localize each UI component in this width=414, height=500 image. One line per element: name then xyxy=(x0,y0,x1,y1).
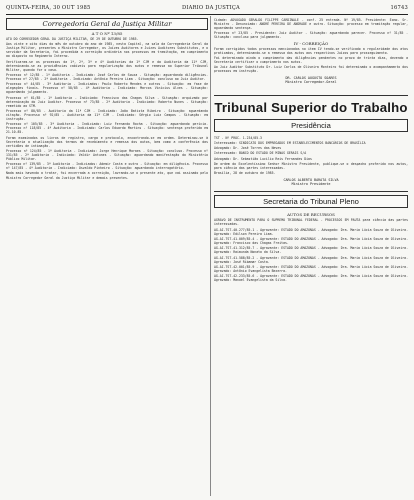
section-divider xyxy=(214,191,408,192)
paragraph: Brasília, 28 de outubro de 1985. xyxy=(214,171,276,176)
left-column xyxy=(6,18,208,181)
paragraph: AG-AI-TST-42.233/85.6 - Agravante: ESTADO DO AMAZONAS - Advogado: Dra. Maria Lúcia Souza de Oliveira. Agravado: Manoel Evangelista da Silva. xyxy=(214,274,408,283)
signature-role: Ministro Presidente xyxy=(291,182,331,187)
section-title-corregedoria: Corregedoria Geral da Justiça Militar xyxy=(6,18,208,30)
court-title: Tribunal Superior do Trabalho xyxy=(214,95,408,115)
pleno-heading: AUTOS DE RECURSOS xyxy=(287,212,335,218)
correction-text xyxy=(214,47,408,74)
paragraph: ATO DO CORREGEDOR GERAL DA JUSTIÇA MILITAR, DE 29 DE OUTUBRO DE 1985. xyxy=(6,37,139,41)
right-column xyxy=(214,18,408,283)
paragraph: Nada mais havendo a tratar, foi encerrada a correição, lavrando-se o presente ato, que vai assinado pelo Ministro Corregedor Geral da Justiça Militar e demais presentes. xyxy=(6,171,208,180)
paragraph: Processo nº 61/85 - 1ª Auditoria - Indiciado: Francisco das Chagas Silva - Situação: arquivado por determinação do Juiz Auditor. Processo nº 73/85 - 2ª Auditoria - Indiciado: Roberto Nunes - Situação: remetido ao STM. xyxy=(6,95,208,108)
paragraph: Foram corrigidos todos processos mencionados no item IV tendo-se verificado a regularidade dos atos praticados, determinando-se a remessa dos autos aos respectivos Juízos para prosseguimento. xyxy=(214,46,408,55)
presidencia-signature xyxy=(214,178,408,186)
page-header xyxy=(6,5,408,15)
signature-role: Ministro Corregedor-Geral xyxy=(285,80,337,85)
signature-name: CARLOS ALBERTO BARATA SILVA xyxy=(283,178,339,183)
paragraph: De ordem do Excelentíssimo Senhor Ministro Presidente, publique-se o despacho proferido nos autos, para ciência das partes interessadas. xyxy=(214,161,408,170)
section-title-presidencia: Presidência xyxy=(214,119,408,132)
header-page-number: 16743 xyxy=(390,5,408,11)
left-body-text xyxy=(6,37,208,180)
paragraph: Processo nº 105/85 - 3ª Auditoria - Indiciado: Luiz Fernando Rocha - Situação: aguardando perícia. Processo nº 118/85 - 4ª Auditoria - Indiciado: Carlos Eduardo Martins - Situação: sentença proferida em 21.10.85. xyxy=(6,122,208,135)
column-divider xyxy=(210,16,211,496)
paragraph: AG-AI-TST-41.588/85.2 - Agravante: ESTADO DO AMAZONAS - Advogado: Dra. Maria Lúcia Souza de Oliveira. Agravado: José Ribamar Costa. xyxy=(214,255,408,264)
paragraph: Aos vinte e oito dias do mês de outubro do ano de 1985, nesta Capital, na sala da Corregedoria Geral da Justiça Militar, presentes o Ministro Corregedor, os Juízes Auditores e Juízes Auditores Substitutos, e o servidor da Secretaria, foi procedida a correição ordinária nos processos em tramitação, em cumprimento ao disposto no Regimento Interno. xyxy=(6,42,208,59)
paragraph: Processo nº 80/85 - Auditoria da 11ª CJM - Indiciado: João Batista Ribeiro - Situação: aguardando citação. Processo nº 92/85 - Auditoria da 11ª CJM - Indiciado: Sérgio Luiz Campos - Situação: em instrução. xyxy=(6,108,208,121)
paragraph: Interessado: BANCO DO ESTADO DE MINAS GERAIS S/A xyxy=(214,151,307,156)
act-reference: A T O Nº 13/85 xyxy=(91,31,123,36)
paragraph: Processo nº 44/85 - 3ª Auditoria - Indiciados: Paulo Roberto Mendes e outros - Situação: em fase de alegações finais. Processo nº 58/85 - 4ª Auditoria - Indiciado: Marcos Vinícius Alves - Situação: aguardando julgamento. xyxy=(6,82,208,95)
presidencia-text xyxy=(214,136,408,176)
paragraph: Ao Juiz Auditor Substituto Dr. Luiz Carlos de Oliveira Monteiro foi determinado o acompanhamento dos processos em instrução. xyxy=(214,65,408,74)
paragraph: Foi determinado ainda o cumprimento das diligências pendentes no prazo de trinta dias, devendo a Secretaria certificar o cumprimento nos autos. xyxy=(214,55,408,64)
paragraph: TST - Nº PROC. 1.234/85.3 xyxy=(214,135,262,140)
paragraph: AGRAVO DE INSTRUMENTO PARA O SUPREMO TRIBUNAL FEDERAL - PROCESSOS EM PAUTA para ciência das partes interessadas. xyxy=(214,218,408,227)
paragraph: Advogado: Dr. José Torres das Neves xyxy=(214,146,282,151)
paragraph: Processo nº 12/85 - 1ª Auditoria - Indiciado: José Carlos de Souza - Situação: aguardando diligências. Processo nº 27/85 - 2ª Auditoria - Indiciado: Antônio Pereira Lima - Situação: concluso ao Juiz Auditor. xyxy=(6,72,208,81)
paragraph: Processo nº 139/85 - 3ª Auditoria - Indiciados: Ademir Costa e outro - Situação: em diligência. Processo nº 147/85 - 4ª Auditoria - Indiciado: Osvaldo Pinheiro - Situação: aguardando interrogatório. xyxy=(6,162,208,171)
paragraph: AG-AI-TST-42.001/85.9 - Agravante: ESTADO DO AMAZONAS - Advogado: Dra. Maria Lúcia Souza de Oliveira. Agravado: Antônio Evangelista Bezerra. xyxy=(214,264,408,273)
paragraph: Advogado: Dr. Sebastião Lucilio Reis Fernandes Dias xyxy=(214,156,312,161)
header-date: QUINTA-FEIRA, 30 OUT 1985 xyxy=(6,5,91,11)
paragraph: Interessado: SINDICATO DOS EMPREGADOS EM ESTABELECIMENTOS BANCÁRIOS DE BRASÍLIA xyxy=(214,140,366,145)
right-top-text xyxy=(214,18,408,39)
correction-heading: IV - CORREIÇÃO xyxy=(293,40,329,46)
paragraph: Foram examinados os livros de registro, carga e protocolo, encontrando-se em ordem. Determinou-se à Secretaria a atualização dos termos de recebimento e remessa dos autos, bem como a conferência das certidões de intimação. xyxy=(6,135,208,148)
header-publication: DIARIO DA JUSTIÇA xyxy=(182,5,240,11)
paragraph: Verificaram-se os processos da 1ª, 2ª, 3ª e 4ª Auditorias da 1ª CJM e da Auditoria da 11ª CJM, determinando-se as providências cabíveis para regularização dos autos e remessa ao Superior Tribunal Militar, quando for o caso. xyxy=(6,59,208,72)
paragraph: Processo nº 124/85 - 1ª Auditoria - Indiciado: Jorge Henrique Moraes - Situação: concluso. Processo nº 131/85 - 2ª Auditoria - Indiciado: Valdir Antunes - Situação: aguardando manifestação do Ministério Público Militar. xyxy=(6,148,208,161)
paragraph: AG-AI-TST-41.009/85.4 - Agravante: ESTADO DO AMAZONAS - Advogado: Dra. Maria Lúcia Souza de Oliveira. Agravado: Francisco das Chagas Freitas. xyxy=(214,236,408,245)
signature-block xyxy=(214,76,408,84)
section-title-pleno: Secretaria do Tribunal Pleno xyxy=(214,195,408,208)
paragraph: Cidade: ADVOGADO GERALDO FILIPPE CARDINALE - conf. 25 entrada. Nº 19/85. Presidente: Exmo. Sr. Ministro - Denunciado: ANDRÉ PEREIRA DE ANDRADE e outro. Situação: processo em tramitação regular, aguardando sentença. xyxy=(214,18,408,31)
paragraph: AG-AI-TST-41.312/85.7 - Agravante: ESTADO DO AMAZONAS - Advogado: Dra. Maria Lúcia Souza de Oliveira. Agravado: Raimunda Nonato da Silva. xyxy=(214,246,408,255)
paragraph: Processo nº 23/85 - Presidente: Juiz Auditor - Situação: aguardando parecer. Processo nº 31/85 - Situação: concluso para julgamento. xyxy=(214,31,408,40)
paragraph: AG-AI-TST-40.277/85.1 - Agravante: ESTADO DO AMAZONAS - Advogado: Dra. Maria Lúcia Souza de Oliveira. Agravado: Edilson Pereira Lima. xyxy=(214,227,408,236)
signature-name: DR. CARLOS AUGUSTO SOARES xyxy=(285,76,337,81)
pleno-text xyxy=(214,218,408,282)
